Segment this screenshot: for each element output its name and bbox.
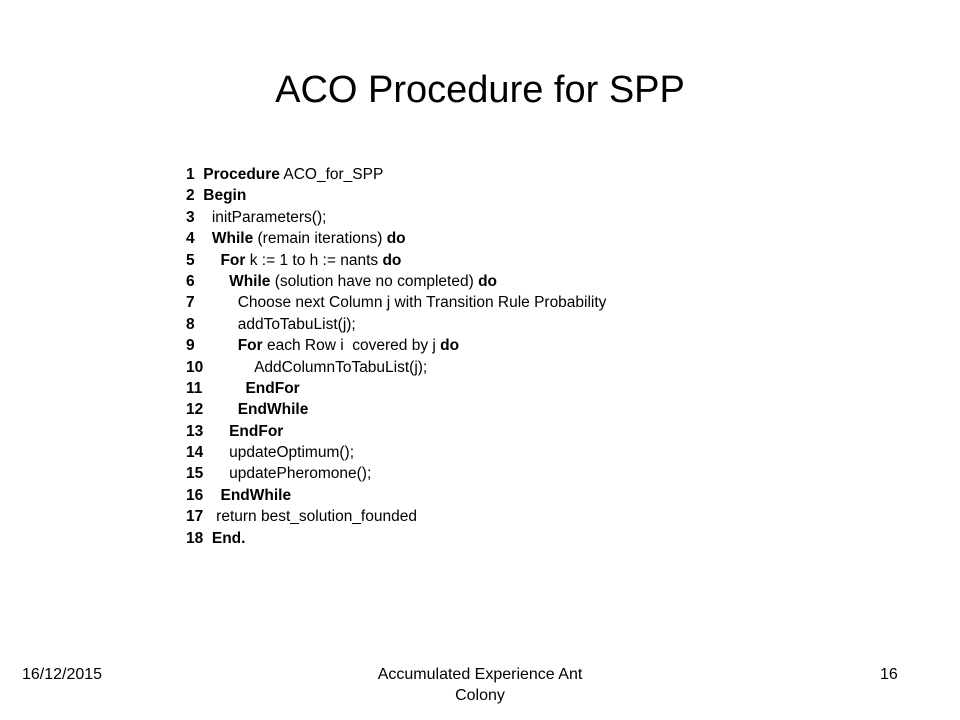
code-text: (solution have no completed) [270,272,479,290]
code-keyword: do [440,337,460,355]
line-indent [203,465,229,482]
line-number: 9 [186,337,195,355]
line-number: 13 [186,422,204,440]
line-number: 1 [186,166,195,183]
footer-title [290,664,670,706]
code-text: return best_solution_founded [216,508,417,526]
code-line [186,292,806,313]
code-line [186,271,806,292]
code-text: ACO_for_SPP [279,166,384,183]
line-number: 6 [186,272,195,290]
code-line [186,421,806,442]
line-indent [195,294,238,311]
code-line [186,506,806,527]
line-number: 14 [186,444,204,462]
code-keyword: For [237,337,263,355]
code-keyword: Procedure [203,166,280,183]
line-number: 15 [186,465,204,483]
code-keyword: Begin [203,187,247,205]
code-keyword: do [478,272,498,290]
line-indent [195,316,238,333]
line-indent [195,337,238,354]
code-text: Choose next Column j with Transition Rule Probability [237,294,607,312]
line-indent [203,401,237,418]
line-number: 10 [186,358,204,376]
code-keyword: While [211,230,254,248]
code-line [186,399,806,420]
line-number: 5 [186,251,195,269]
line-number: 2 [186,187,195,205]
code-line [186,228,806,249]
code-line [186,335,806,356]
code-line [186,185,806,206]
line-indent [195,230,212,247]
code-text: AddColumnToTabuList(j); [254,358,428,376]
line-number: 17 [186,508,204,526]
code-keyword: do [386,230,406,248]
line-number: 11 [186,379,203,397]
code-keyword: EndFor [229,422,284,440]
footer-page-number: 16 [880,666,898,683]
code-keyword: EndFor [245,379,300,397]
code-text: updatePheromone(); [229,465,372,483]
line-indent [203,487,220,504]
line-indent [203,444,229,461]
code-line [186,463,806,484]
line-number: 18 [186,529,204,547]
line-number: 4 [186,230,195,248]
code-keyword: EndWhile [220,486,292,504]
code-line [186,378,806,399]
line-indent [203,359,254,376]
code-text: k := 1 to h := nants [245,251,383,269]
code-line [186,528,806,549]
line-number: 8 [186,315,195,333]
code-keyword: do [382,251,402,269]
code-keyword: While [229,272,271,290]
line-indent [203,508,216,525]
code-line [186,314,806,335]
pseudocode-block [186,164,806,549]
code-line [186,207,806,228]
footer-title-line-1: Accumulated Experience Ant [377,666,583,683]
code-line [186,357,806,378]
code-keyword: For [220,251,246,269]
line-indent [195,273,229,290]
slide-title: ACO Procedure for SPP [275,69,685,111]
code-text: updateOptimum(); [229,444,355,462]
code-text: (remain iterations) [253,230,387,248]
code-text: addToTabuList(j); [237,315,356,333]
line-number: 3 [186,208,195,226]
footer-title-line-2: Colony [455,687,505,704]
line-indent [203,530,212,547]
code-line [186,164,806,185]
line-indent [195,166,204,183]
line-indent [203,423,229,440]
code-line [186,442,806,463]
code-text: initParameters(); [211,208,327,226]
line-number: 7 [186,294,195,312]
code-line [186,485,806,506]
line-indent [195,252,221,269]
footer-date: 16/12/2015 [22,666,103,683]
code-keyword: End. [211,529,246,547]
code-line [186,250,806,271]
line-number: 12 [186,401,204,419]
line-indent [195,187,204,204]
code-text: each Row i covered by j [262,337,441,355]
line-indent [202,380,245,397]
line-number: 16 [186,486,204,504]
code-keyword: EndWhile [237,401,309,419]
line-indent [195,209,212,226]
